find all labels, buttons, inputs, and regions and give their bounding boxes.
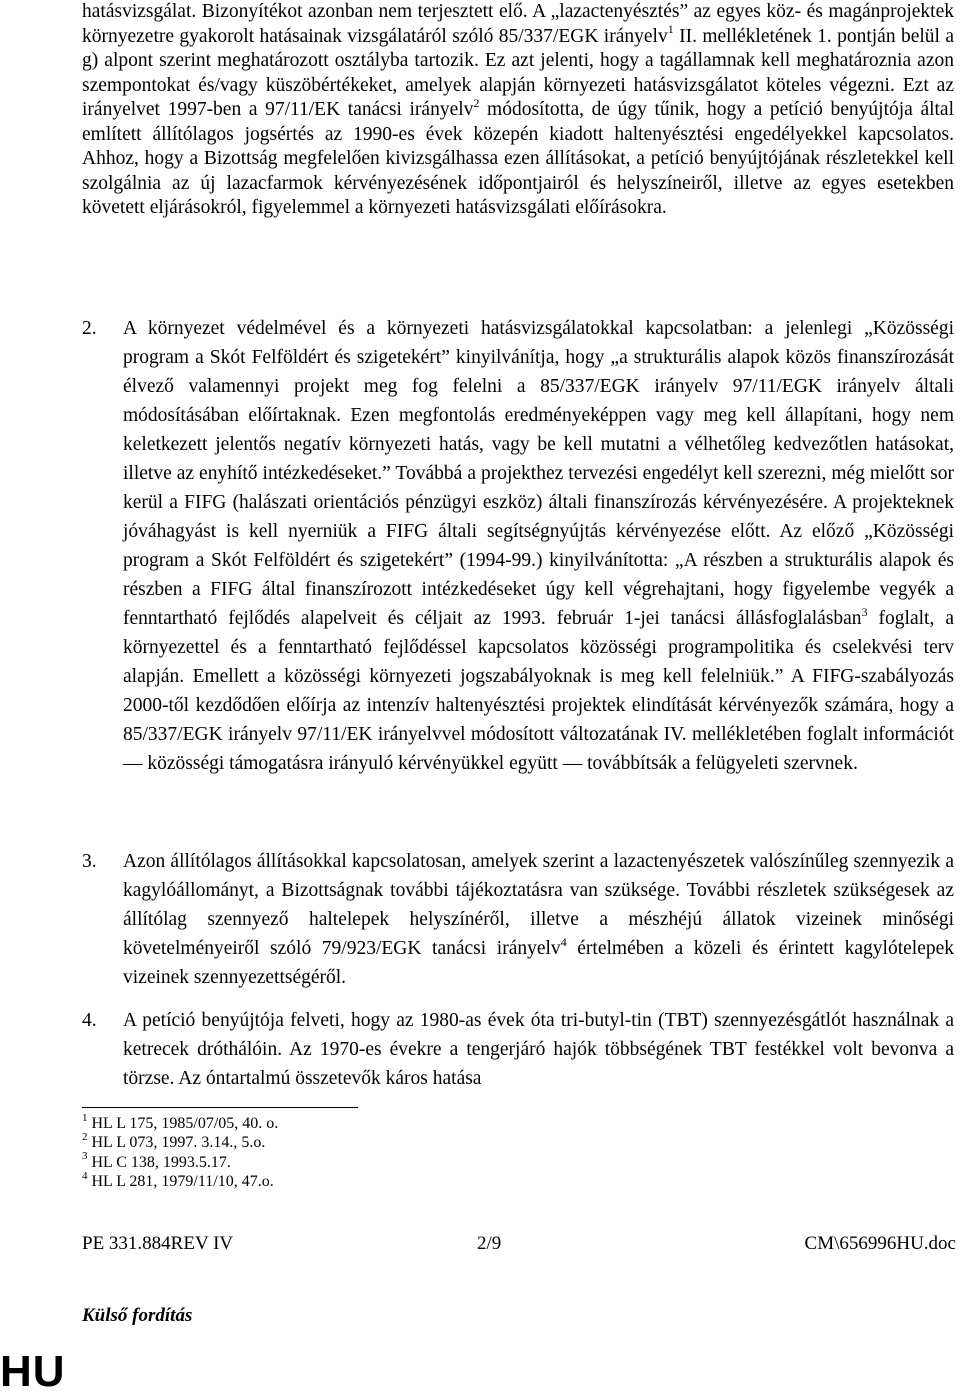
item-number: 3. — [82, 851, 97, 872]
footnote-ref-4: 4 — [560, 934, 567, 949]
file-name: CM\656996HU.doc — [804, 1233, 956, 1254]
intro-text-b: II. mellékletének 1. pontján belül a g) alpont szerint meghatározott osztályba tartozik. Ez azt jelenti, hogy a tagállamnak kell meghatároznia azon szempontokat és/vagy küszöbértékeket, amelyek alapján környezeti hatásvizsgálatot köteles végezni. Ezt az irányelvet 1997-ben a 97/11/EK tanácsi irányelv — [82, 25, 954, 120]
footnote-ref-3: 3 — [861, 604, 868, 619]
page-footer — [82, 1233, 956, 1259]
footnote-text: HL C 138, 1993.5.17. — [87, 1153, 231, 1171]
document-reference: PE 331.884REV IV — [82, 1233, 234, 1254]
item-text — [123, 847, 954, 992]
footnote-ref-2: 2 — [473, 95, 480, 110]
footnote-mark: 3 — [82, 1150, 88, 1163]
footnote-mark: 1 — [82, 1111, 88, 1124]
footnote — [82, 1111, 279, 1133]
item2-text-b: foglalt, a környezettel és a fenntartható fejlődéssel kapcsolatos közösségi programpolitika és cselekvési terv alapján. Emellett a közösségi környezeti jogszabályoknak is meg kell felelniük.” A FIFG-szabályozás 2000-től kezdődően előírja az intenzív haltenyésztési projektek elindítását kérvényezők számára, hogy a 85/337/EGK irányelv 97/11/EK irányelvvel módosított változatának IV. mellékletében foglalt információt ― közösségi támogatásra irányuló kérvényükkel együtt ― továbbítsák a felügyeleti szervnek. — [123, 608, 954, 774]
intro-text-c: módosította, de úgy tűnik, hogy a petíció benyújtója által említett állítólagos jogsértés az 1990-es évek közepén kiadott haltenyésztési engedélyekkel kapcsolatos. Ahhoz, hogy a Bizottság megfelelően kivizsgálhassa ezen állításokat, a petíció benyújtójának részletekkel kell szolgálnia az új lazacfarmok kérvényezésének időpontjairól és helyszíneiről, illetve az egyes esetekben követett eljárásokról, figyelemmel a környezeti hatásvizsgálati előírásokra. — [82, 99, 955, 218]
item-text — [123, 314, 954, 778]
footnote — [82, 1130, 278, 1152]
footnotes — [82, 1111, 279, 1191]
footnote-divider — [82, 1107, 358, 1108]
language-code: HU — [0, 1347, 66, 1396]
footnote-text: HL L 281, 1979/11/10, 47.o. — [87, 1172, 274, 1190]
footnote-mark: 2 — [82, 1130, 88, 1143]
intro-text-a: hatásvizsgálat. Bizonyítékot azonban nem terjesztett elő. A „lazactenyésztés” az egyes köz- és magánprojektek környezetre gyakorolt hatásainak vizsgálatáról szóló 85/337/EGK irányelv — [82, 1, 954, 47]
item3-text-a: Azon állítólagos állításokkal kapcsolatosan, amelyek szerint a lazactenyészetek valószínűleg szennyezik a kagylóállományt, a Bizottságnak további tájékoztatásra van szüksége. További részletek szükségesek az állítólag szennyező haltelepek helyszínéről, illetve a mészhéjú állatok vizeinek minőségi követelményeiről szóló 79/923/EGK tanácsi irányelv — [123, 851, 954, 959]
item3-text-b: értelmében a közeli és érintett kagylótelepek vizeinek szennyezettségéről. — [123, 938, 954, 988]
item-number: 2. — [82, 318, 97, 339]
translation-note: Külső fordítás — [82, 1305, 193, 1326]
footnote — [82, 1150, 278, 1172]
item-number: 4. — [82, 1010, 97, 1031]
item2-text-a: A környezet védelmével és a környezeti hatásvizsgálatokkal kapcsolatban: a jelenlegi „Közösségi program a Skót Felföldért és szigetekért” kinyilvánítja, hogy „a strukturális alapok közös finanszírozását élvező valamennyi projekt meg fog felelni a 85/337/EGK irányelv 97/11/EGK irányelv általi módosításában előírtaknak. Ezen megfontolás eredményeképpen vagy meg kell állapítani, hogy nem keletkezett jelentős negatív környezeti hatás, vagy be kell mutatni a vélhetőleg kedvezőtlen hatásokat, illetve az enyhítő intézkedéseket.” Továbbá a projekthez tervezési engedélyt kell szerezni, még mielőtt sor kerül a FIFG (halászati orientációs pénzügyi eszköz) általi finanszírozás kérvényezésére. A projekteknek jóváhagyást is kell nyerniük a FIFG általi segítségnyújtás kérvényezése előtt. Az előző „Közösségi program a Skót Felföldért és szigetekért” (1994-99.) kinyilvánította: „A részben a strukturális alapok és részben a FIFG által finanszírozott intézkedéseket úgy kell végrehajtani, hogy figyelembe vegyék a fenntartható fejlődés alapelveit és céljait az 1993. február 1-jei tanácsi állásfoglalásban — [123, 318, 954, 629]
footnote-text: HL L 175, 1985/07/05, 40. o. — [87, 1115, 279, 1132]
footnote — [82, 1169, 278, 1191]
footnote-mark: 4 — [82, 1169, 88, 1182]
footnote-text: HL L 073, 1997. 3.14., 5.o. — [87, 1134, 266, 1152]
footnote-ref-1: 1 — [667, 22, 674, 36]
page-number: 2/9 — [477, 1233, 502, 1254]
intro-paragraph — [82, 0, 954, 221]
item-text: A petíció benyújtója felveti, hogy az 1980-as évek óta tri-butyl-tin (TBT) szennyezésgátlót használnak a ketrecek dróthálóin. Az 1970-es évekre a tengerjáró hajók többségének TBT festékkel volt bevonva a törzse. Az óntartalmú összetevők káros hatása — [123, 1010, 954, 1089]
